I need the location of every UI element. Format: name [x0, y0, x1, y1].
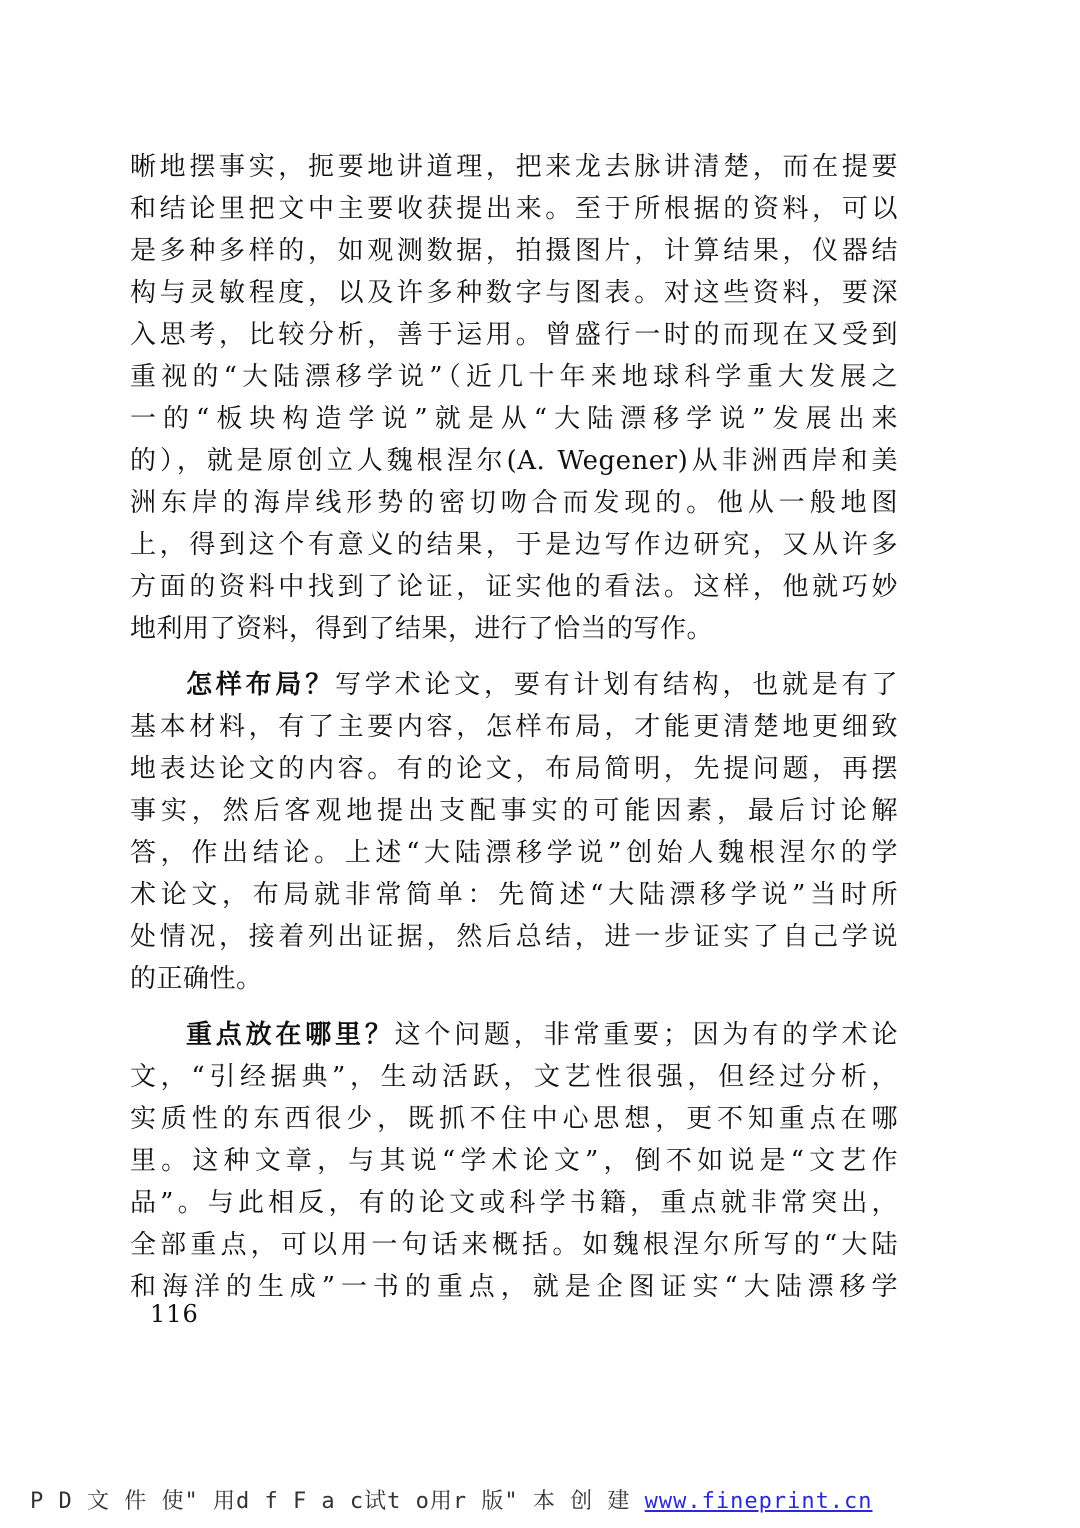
watermark-text: P D 文 件 使" 用d f F a c试t o用r 版" 本 创 建 [30, 1489, 631, 1514]
text-line: 晰地摆事实，扼要地讲道理，把来龙去脉讲清楚，而在提要 [130, 152, 898, 182]
watermark-link[interactable]: www.fineprint.cn [644, 1489, 873, 1514]
text-line: 和海洋的生成”一书的重点，就是企图证实“大陆漂移学 [130, 1272, 898, 1302]
pdf-watermark [30, 1484, 873, 1515]
paragraph-3 [130, 1014, 898, 1308]
section-heading: 怎样布局？ [186, 670, 336, 700]
text-span: 写学术论文，要有计划有结构，也就是有了 [335, 670, 898, 700]
body-text [130, 146, 898, 1308]
text-line: 的正确性。 [130, 964, 263, 994]
text-line: 和结论里把文中主要收获提出来。至于所根据的资料，可以 [130, 194, 898, 224]
text-line: 实质性的东西很少，既抓不住中心思想，更不知重点在哪 [130, 1104, 898, 1134]
text-line: 事实，然后客观地提出支配事实的可能因素，最后讨论解 [130, 796, 898, 826]
text-line-first [130, 664, 898, 706]
text-line: 方面的资料中找到了论证，证实他的看法。这样，他就巧妙 [130, 572, 898, 602]
text-line: 处情况，接着列出证据，然后总结，进一步证实了自己学说 [130, 922, 898, 952]
text-span: 这个问题，非常重要；因为有的学术论 [394, 1020, 898, 1050]
text-line: 文，“引经据典”，生动活跃，文艺性很强，但经过分析， [130, 1062, 898, 1092]
text-line: 是多种多样的，如观测数据，拍摄图片，计算结果，仪器结 [130, 236, 898, 266]
text-line: 入思考，比较分析，善于运用。曾盛行一时的而现在又受到 [130, 320, 898, 350]
text-line: 重视的“大陆漂移学说”（近几十年来地球科学重大发展之 [130, 362, 898, 392]
section-heading: 重点放在哪里？ [186, 1020, 395, 1050]
text-line: 构与灵敏程度，以及许多种数字与图表。对这些资料，要深 [130, 278, 898, 308]
text-line: 品”。与此相反，有的论文或科学书籍，重点就非常突出， [130, 1188, 898, 1218]
text-line: 里。这种文章，与其说“学术论文”，倒不如说是“文艺作 [130, 1146, 898, 1176]
text-line: 地利用了资料，得到了结果，进行了恰当的写作。 [130, 614, 714, 644]
text-line-first [130, 1014, 898, 1056]
paragraph-2 [130, 664, 898, 1000]
text-line: 答，作出结论。上述“大陆漂移学说”创始人魏根涅尔的学 [130, 838, 898, 868]
text-line: 一的“板块构造学说”就是从“大陆漂移学说”发展出来 [130, 404, 898, 434]
text-line: 术论文，布局就非常简单：先简述“大陆漂移学说”当时所 [130, 880, 898, 910]
paragraph-1 [130, 146, 898, 650]
page-number: 116 [150, 1300, 199, 1328]
text-line: 洲东岸的海岸线形势的密切吻合而发现的。他从一般地图 [130, 488, 898, 518]
text-line: 上，得到这个有意义的结果，于是边写作边研究，又从许多 [130, 530, 898, 560]
text-line: 基本材料，有了主要内容，怎样布局，才能更清楚地更细致 [130, 712, 898, 742]
text-line: 全部重点，可以用一句话来概括。如魏根涅尔所写的“大陆 [130, 1230, 898, 1260]
text-line: 的），就是原创立人魏根涅尔(A. Wegener)从非洲西岸和美 [130, 446, 898, 476]
text-line: 地表达论文的内容。有的论文，布局简明，先提问题，再摆 [130, 754, 898, 784]
